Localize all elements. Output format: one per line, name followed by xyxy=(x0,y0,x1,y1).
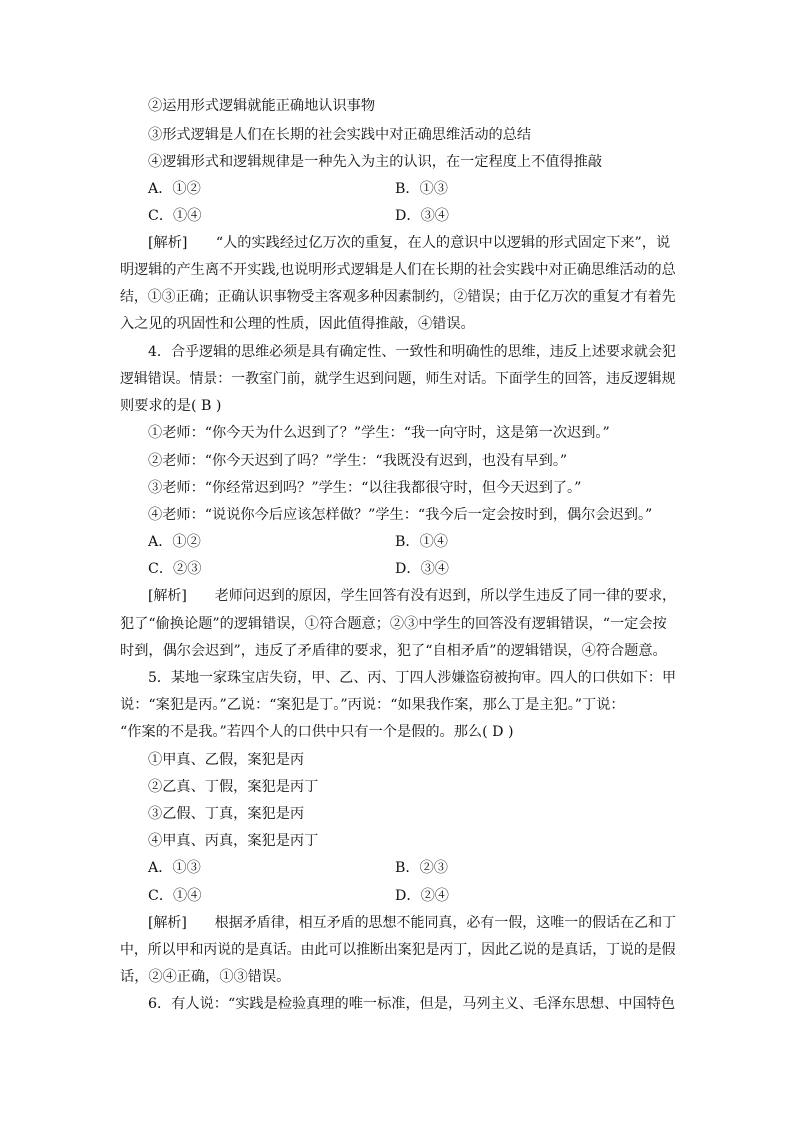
q5-stem-line-3: “作案的不是我。”若四个人的口供中只有一个是假的。那么( D ) xyxy=(120,724,514,740)
q4-choice-b: B．①④ xyxy=(395,534,448,550)
q5-option-1: ①甲真、乙假，案犯是丙 xyxy=(148,752,305,768)
q3-analysis-line-2: 明逻辑的产生离不开实践,也说明形式逻辑是人们在长期的社会实践中对正确思维活动的总 xyxy=(120,262,676,278)
q4-option-3: ③老师：“你经常迟到吗？”学生：“以往我都很守时，但今天迟到了。” xyxy=(148,480,582,496)
q5-stem-line-1: 5．某地一家珠宝店失窃，甲、乙、丙、丁四人涉嫌盗窃被拘审。四人的口供如下：甲 xyxy=(148,670,676,686)
q3-choice-d: D．③④ xyxy=(395,208,449,224)
q3-option-3: ③形式逻辑是人们在长期的社会实践中对正确思维活动的总结 xyxy=(148,127,532,143)
q5-analysis-line-2: 中，所以甲和丙说的是真话。由此可以推断出案犯是丙丁，因此乙说的是真话，丁说的是假 xyxy=(120,942,676,958)
q4-stem-line-3: 则要求的是( B ) xyxy=(120,398,222,414)
q5-choice-c: C．①④ xyxy=(148,888,202,904)
q4-stem-line-2: 逻辑错误。情景：一教室门前，就学生迟到问题，师生对话。下面学生的回答，违反逻辑规 xyxy=(120,371,676,387)
q3-choice-c: C．①④ xyxy=(148,208,202,224)
q3-choice-b: B．①③ xyxy=(395,181,448,197)
q3-option-4: ④逻辑形式和逻辑规律是一种先入为主的认识，在一定程度上不值得推敲 xyxy=(148,154,603,170)
q5-option-3: ③乙假、丁真，案犯是丙 xyxy=(148,806,305,822)
q4-option-1: ①老师：“你今天为什么迟到了？”学生：“我一向守时，这是第一次迟到。” xyxy=(148,425,610,441)
q3-analysis-line-1: [解析] “人的实践经过亿万次的重复，在人的意识中以逻辑的形式固定下来”，说 xyxy=(148,235,671,251)
q4-stem-line-1: 4．合乎逻辑的思维必须是具有确定性、一致性和明确性的思维，违反上述要求就会犯 xyxy=(148,344,676,360)
q3-choice-a: A．①② xyxy=(148,181,201,197)
q4-analysis-line-3: 时到，偶尔会迟到”，违反了矛盾律的要求，犯了“自相矛盾”的逻辑错误，④符合题意。 xyxy=(120,643,667,659)
q3-analysis-line-4: 入之见的巩固性和公理的性质，因此值得推敲，④错误。 xyxy=(120,316,475,332)
q3-option-2: ②运用形式逻辑就能正确地认识事物 xyxy=(148,98,376,114)
q4-option-2: ②老师：“你今天迟到了吗？”学生：“我既没有迟到，也没有早到。” xyxy=(148,453,568,469)
q5-choice-b: B．②③ xyxy=(395,860,448,876)
q4-analysis-line-1: [解析] 老师问迟到的原因，学生回答有没有迟到，所以学生违反了同一律的要求， xyxy=(148,588,677,604)
q6-stem-line-1: 6．有人说：“实践是检验真理的唯一标准，但是，马列主义、毛泽东思想、中国特色 xyxy=(148,996,676,1012)
q4-choice-c: C．②③ xyxy=(148,561,202,577)
q5-option-4: ④甲真、丙真，案犯是丙丁 xyxy=(148,833,319,849)
q5-choice-a: A．①③ xyxy=(148,860,201,876)
q5-choice-d: D．②④ xyxy=(395,888,449,904)
q4-analysis-line-2: 犯了“偷换论题”的逻辑错误，①符合题意；②③中学生的回答没有逻辑错误，“一定会按 xyxy=(120,616,667,632)
q5-stem-line-2: 说：“案犯是丙。”乙说：“案犯是丁。”丙说：“如果我作案，那么丁是主犯。”丁说： xyxy=(120,697,625,713)
q4-choice-d: D．③④ xyxy=(395,561,449,577)
q4-choice-a: A．①② xyxy=(148,534,201,550)
q5-analysis-line-3: 话，②④正确，①③错误。 xyxy=(120,969,291,985)
q3-analysis-line-3: 结，①③正确；正确认识事物受主客观多种因素制约，②错误；由于亿万次的重复才有着先 xyxy=(120,289,676,305)
q5-analysis-line-1: [解析] 根据矛盾律，相互矛盾的思想不能同真，必有一假，这唯一的假话在乙和丁 xyxy=(148,915,677,931)
q4-option-4: ④老师：“说说你今后应该怎样做？”学生：“我今后一定会按时到，偶尔会迟到。” xyxy=(148,507,653,523)
q5-option-2: ②乙真、丁假，案犯是丙丁 xyxy=(148,779,319,795)
